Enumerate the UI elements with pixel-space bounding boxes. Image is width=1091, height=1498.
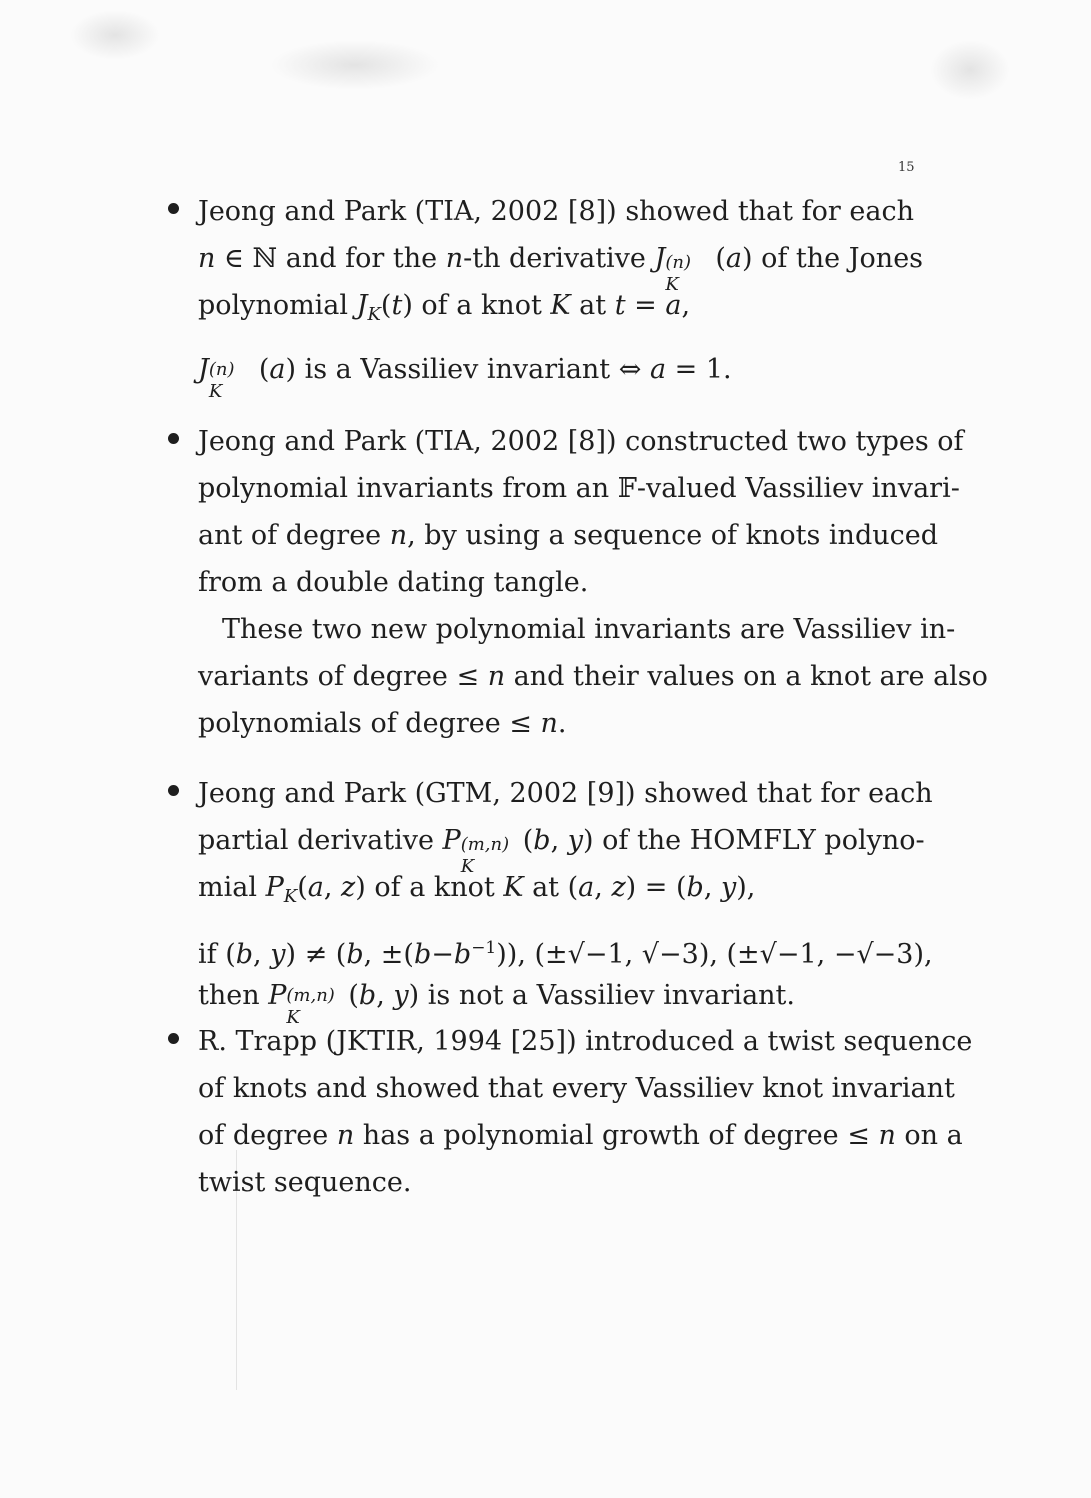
scan-smudge-top-right bbox=[930, 40, 1010, 100]
bullet-1-text bbox=[198, 188, 924, 329]
text-line-with-math: polynomials of degree ≤ n. bbox=[198, 708, 567, 739]
text-line: Jeong and Park (TIA, 2002 [8]) showed that for each bbox=[198, 196, 914, 227]
text-line-with-math: polynomial $J_K(t)$ of a knot K at t = a, bbox=[198, 290, 691, 325]
bullet-3-display-formula-1: if (b, y) ≠ (b, $\pm(b-b^{-1})$), (±√−1, √−3), (±√−1, −√−3), bbox=[198, 938, 933, 970]
text-line-with-math: ant of degree n, by using a sequence of knots induced bbox=[198, 520, 939, 551]
bullet-3-display-formula-2: then P (m,n) K (b, y) is not a Vassiliev invariant. bbox=[198, 980, 795, 1028]
text-line-with-math: of degree n has a polynomial growth of degree ≤ n on a bbox=[198, 1120, 963, 1151]
text-line: These two new polynomial invariants are Vassiliev in- bbox=[222, 614, 956, 645]
bullet-dot bbox=[168, 785, 179, 796]
text-line-with-math: variants of degree ≤ n and their values on a knot are also bbox=[198, 661, 988, 692]
text-line: Jeong and Park (GTM, 2002 [9]) showed that for each bbox=[198, 778, 933, 809]
text-line-with-math: mial $P_K(a$, z) of a knot K at (a, z) = (b, y), bbox=[198, 872, 756, 907]
text-line: from a double dating tangle. bbox=[198, 567, 589, 598]
text-line-with-math: partial derivative P (m,n) K (b, y) of the HOMFLY polyno- bbox=[198, 825, 925, 877]
bullet-2-text bbox=[198, 418, 988, 747]
text-line: R. Trapp (JKTIR, 1994 [25]) introduced a twist sequence bbox=[198, 1026, 973, 1057]
bullet-4-text bbox=[198, 1018, 973, 1206]
bullet-1-display-formula: J (n) K (a) is a Vassiliev invariant ⇔ a = 1. bbox=[198, 354, 732, 402]
bullet-dot bbox=[168, 203, 179, 214]
text-line: polynomial invariants from an 𝔽-valued Vassiliev invari- bbox=[198, 473, 960, 504]
scan-smudge-top-left bbox=[70, 10, 160, 60]
bullet-dot bbox=[168, 1033, 179, 1044]
text-line: Jeong and Park (TIA, 2002 [8]) constructed two types of bbox=[198, 426, 964, 457]
page-number: 15 bbox=[898, 160, 915, 175]
text-line-with-math: n ∈ ℕ and for the n-th derivative J (n) K (a) of the Jones bbox=[198, 243, 924, 295]
text-line: twist sequence. bbox=[198, 1167, 412, 1198]
bullet-3-text bbox=[198, 770, 933, 911]
scan-smudge-top-center bbox=[270, 40, 440, 90]
bullet-dot bbox=[168, 433, 179, 444]
text-line: of knots and showed that every Vassiliev knot invariant bbox=[198, 1073, 955, 1104]
